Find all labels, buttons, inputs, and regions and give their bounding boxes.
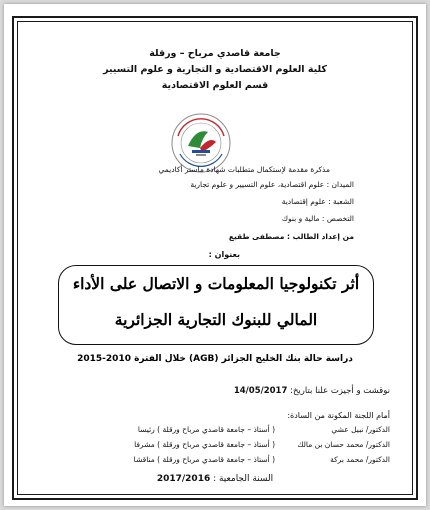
committee-member: [138, 425, 390, 434]
document-page: [4, 4, 426, 506]
committee-member: [134, 455, 390, 464]
year-value: 2017/2016: [156, 474, 211, 484]
thesis-title-line1: أثر تكنولوجيا المعلومات و الاتصال على الأداء: [72, 274, 360, 293]
member-title: الدكتور/: [365, 425, 390, 434]
member-name: محمد بركة: [330, 455, 364, 464]
thesis-purpose: مذكرة مقدمة لإستكمال متطلبات شهادة ماستر أكاديمي: [158, 165, 330, 174]
committee-heading: أمام اللجنة المكونة من السادة:: [287, 411, 390, 420]
title-label: بعنوان :: [208, 250, 240, 259]
thesis-title-line2: المالي للبنوك التجارية الجزائرية: [114, 310, 318, 329]
department-name: قسم العلوم الاقتصادية: [161, 80, 269, 91]
member-title: الدكتور/: [365, 440, 390, 449]
defense-date-line: [234, 386, 390, 396]
member-title: الدكتور/: [365, 455, 390, 464]
member-name: محمد حسان بن مالك: [297, 440, 364, 449]
case-study: دراسة حالة بنك الخليج الجزائر (AGB) خلال الفترة 2010-2015: [77, 354, 353, 364]
defense-date: 14/05/2017: [233, 386, 288, 396]
university-name: جامعة قاصدي مرباح – ورقلة: [149, 48, 281, 59]
academic-year: [4, 474, 426, 484]
member-role: ( أستاذ – جامعة قاصدي مرباح ورقلة ) مشرفا: [134, 440, 276, 449]
thesis-field: الميدان : علوم اقتصادية، علوم التسيير و علوم تجارية: [190, 180, 354, 189]
member-name: نبيل عشي: [331, 425, 364, 434]
prepared-by: من إعداد الطالب : مصطفى طقيع: [228, 232, 354, 241]
year-label: السنة الجامعية :: [213, 474, 274, 484]
faculty-name: كلية العلوم الاقتصادية و التجارية و علوم التسيير: [103, 64, 327, 75]
member-role: ( أستاذ – جامعة قاصدي مرباح ورقلة ) مناقشا: [133, 455, 276, 464]
title-box: [58, 265, 374, 345]
defense-label: نوقشت و أجيزت علنا بتاريخ:: [290, 386, 390, 396]
thesis-branch: الشعبة : علوم إقتصادية: [281, 197, 354, 206]
thesis-specialty: التخصص : مالية و بنوك: [281, 214, 354, 223]
committee-member: [134, 440, 390, 449]
member-role: ( أستاذ – جامعة قاصدي مرباح ورقلة ) رئيسا: [137, 425, 276, 434]
